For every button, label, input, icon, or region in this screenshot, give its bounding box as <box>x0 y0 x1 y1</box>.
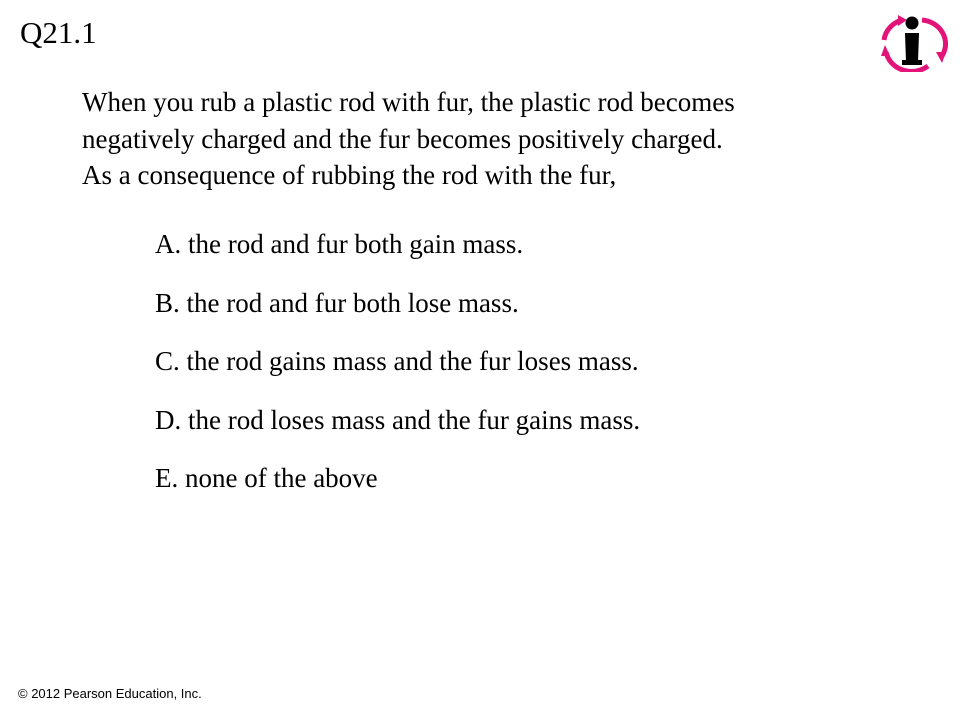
question-line: As a consequence of rubbing the rod with the fur, <box>82 160 617 190</box>
info-person-cycle-icon <box>876 12 948 72</box>
slide-id: Q21.1 <box>20 15 97 50</box>
answer-option-a: A. the rod and fur both gain mass. <box>155 229 524 259</box>
answer-option-c: C. the rod gains mass and the fur loses mass. <box>155 346 639 376</box>
answer-option-e: E. none of the above <box>155 463 378 493</box>
question-line: negatively charged and the fur becomes positively charged. <box>82 123 723 154</box>
copyright-notice: © 2012 Pearson Education, Inc. <box>18 686 202 701</box>
answer-option-d: D. the rod loses mass and the fur gains mass. <box>155 404 641 435</box>
question-text <box>82 84 902 194</box>
answer-option-b: B. the rod and fur both lose mass. <box>155 287 519 318</box>
question-line: When you rub a plastic rod with fur, the plastic rod becomes <box>82 87 735 117</box>
answer-list <box>155 226 640 519</box>
